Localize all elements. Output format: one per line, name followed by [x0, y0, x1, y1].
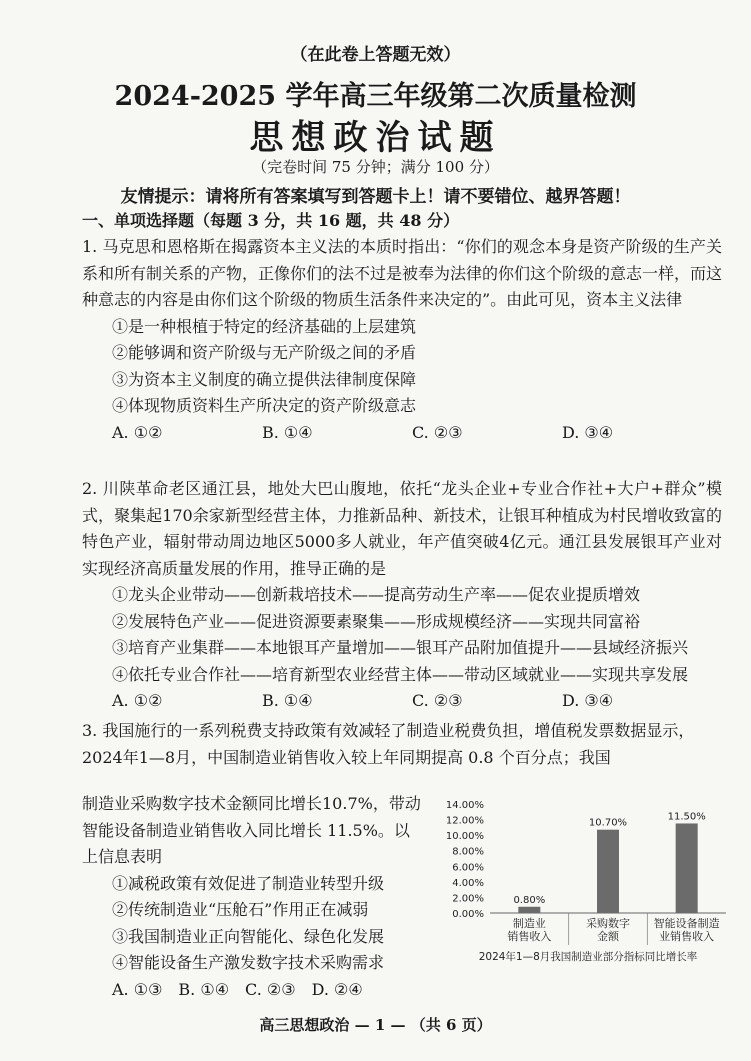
- data-label: 0.80%: [513, 894, 546, 906]
- bar: [518, 907, 540, 913]
- q1-choice-a[interactable]: A. ①②: [112, 422, 163, 442]
- y-tick-label: 8.00%: [452, 846, 484, 858]
- x-tick-label: 采购数字: [586, 917, 630, 930]
- q2-option-2: ②发展特色产业——促进资源要素聚集——形成规模经济——实现共同富裕: [112, 611, 641, 631]
- q1-option-4: ④体现物质资料生产所决定的资产阶级意志: [112, 396, 417, 415]
- q2-choice-b[interactable]: B. ①④: [262, 691, 313, 710]
- q3-option-2: ②传统制造业“压舱石”作用正在减弱: [112, 900, 369, 919]
- y-tick-label: 2.00%: [452, 893, 484, 905]
- question-2-stem: 2. 川陕革命老区通江县，地处大巴山腹地，依托“龙头企业+专业合作社+大户+群众”模式，聚集起170余家新型经营主体，力推新品种、新技术，让银耳种植成为村民增收致富的特色产业，辐射带动周边地区5000多人就业，年产值突破4亿元。通江县发展银耳产业对实现经济高质量发展的作用，推导正确的是: [82, 479, 722, 578]
- q3-choice-d[interactable]: D. ②④: [311, 979, 363, 999]
- x-tick-label: 制造业: [512, 917, 546, 930]
- q2-option-3: ③培育产业集群——本地银耳产量增加——银耳产品附加值提升——县域经济振兴: [112, 638, 689, 657]
- q3-choice-b[interactable]: B. ①④: [178, 979, 230, 999]
- q2-option-1: ①龙头企业带动——创新栽培技术——提高劳动生产率——促农业提质增效: [112, 585, 641, 604]
- invalid-note: （在此卷上答题无效）: [290, 45, 461, 65]
- q2-choice-d[interactable]: D. ③④: [562, 691, 614, 710]
- page-footer: 高三思想政治 — 1 — （共 6 页）: [259, 1016, 492, 1034]
- question-3-left: [82, 791, 422, 1003]
- y-tick-label: 4.00%: [452, 877, 484, 889]
- q2-choice-a[interactable]: A. ①②: [112, 691, 163, 710]
- y-tick-label: 10.00%: [445, 831, 484, 843]
- question-1-stem: 1. 马克思和恩格斯在揭露资本主义法的本质时指出：“你们的观念本身是资产阶级的生产关系和所有制关系的产物，正像你们的法不过是被奉为法律的你们这个阶级的意志一样，而这种意志的内容是由你们这个阶级的物质生活条件来决定的”。由此可见，资本主义法律: [82, 237, 723, 309]
- bar: [597, 830, 619, 913]
- question-3-stem-cont: 制造业采购数字技术金额同比增长10.7%，带动智能设备制造业销售收入同比增长 11.5%。以上信息表明: [82, 794, 421, 866]
- q1-option-1: ①是一种根植于特定的经济基础的上层建筑: [112, 316, 417, 336]
- time-info: （完卷时间 75 分钟；满分 100 分）: [252, 158, 499, 176]
- q3-option-3: ③我国制造业正向智能化、绿色化发展: [112, 926, 385, 946]
- x-tick-label: 业销售收入: [659, 930, 715, 943]
- x-tick-label: 智能设备制造: [653, 917, 720, 930]
- x-tick-label: 金额: [597, 930, 619, 943]
- chart-title: 2024年1—8月我国制造业部分指标同比增长率: [478, 951, 698, 963]
- subject-title: 思想政治试题: [249, 118, 502, 158]
- question-2: [82, 476, 722, 715]
- y-tick-label: 14.00%: [445, 800, 484, 811]
- q1-choice-c[interactable]: C. ②③: [412, 422, 463, 442]
- q1-choice-d[interactable]: D. ③④: [562, 422, 614, 442]
- q1-choices: [82, 420, 722, 447]
- exam-title: 2024-2025 学年高三年级第二次质量检测: [114, 81, 637, 112]
- y-tick-label: 12.00%: [445, 815, 484, 827]
- data-label: 11.50%: [667, 811, 706, 823]
- x-tick-label: 销售收入: [507, 930, 552, 943]
- q2-option-4: ④依托专业合作社——培育新型农业经营主体——带动区域就业——实现共享发展: [112, 664, 689, 684]
- q3-choice-c[interactable]: C. ②③: [245, 979, 296, 999]
- y-tick-label: 6.00%: [452, 862, 484, 874]
- bar-chart: [430, 796, 730, 966]
- bar: [676, 823, 698, 913]
- question-3-stem: [82, 718, 722, 771]
- y-tick-label: 0.00%: [452, 909, 484, 920]
- friendly-tip: 友情提示：请将所有答案填写到答题卡上！请不要错位、越界答题！: [120, 187, 631, 207]
- section-heading: 一、单项选择题（每题 3 分，共 16 题，共 48 分）: [82, 211, 460, 230]
- q2-choice-c[interactable]: C. ②③: [412, 691, 463, 710]
- q3-option-4: ④智能设备生产激发数字技术采购需求: [112, 953, 385, 972]
- q1-choice-b[interactable]: B. ①④: [262, 422, 313, 442]
- q2-choices: [82, 688, 722, 715]
- question-3-stem-text: 3. 我国施行的一系列税费支持政策有效减轻了制造业税费负担，增值税发票数据显示，2024年1—8月，中国制造业销售收入较上年同期提高 0.8 个百分点；我国: [82, 721, 695, 767]
- q3-choices: [82, 977, 422, 1004]
- data-label: 10.70%: [588, 817, 628, 829]
- question-1: [82, 234, 722, 446]
- q1-option-3: ③为资本主义制度的确立提供法律制度保障: [112, 369, 417, 389]
- q3-option-1: ①减税政策有效促进了制造业转型升级: [112, 873, 385, 893]
- q3-choice-a[interactable]: A. ①③: [112, 979, 163, 999]
- q1-option-2: ②能够调和资产阶级与无产阶级之间的矛盾: [112, 343, 417, 362]
